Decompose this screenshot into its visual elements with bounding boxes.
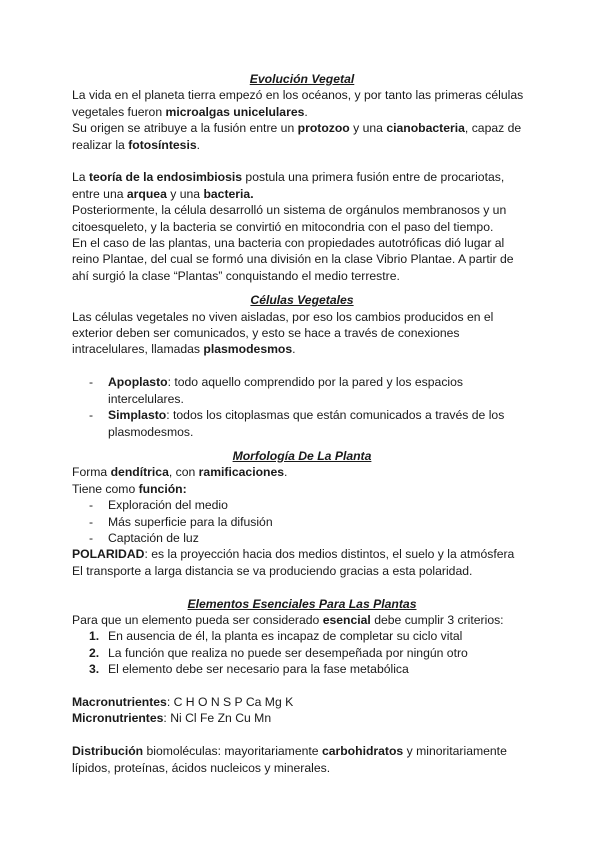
bold-term: función:	[138, 481, 187, 496]
text: , con	[168, 465, 199, 480]
numbered-list	[72, 628, 532, 677]
paragraph	[72, 743, 532, 776]
paragraph	[72, 120, 532, 153]
text: debe cumplir 3 criterios:	[370, 612, 504, 627]
text: biomoléculas: mayoritariamente	[143, 744, 322, 759]
text: La función que realiza no puede ser desempeñada por ningún otro	[108, 645, 468, 660]
paragraph	[72, 309, 532, 358]
bold-term: Macronutrientes	[72, 694, 167, 709]
text: : todo aquello comprendido por la pared y los espacios intercelulares.	[108, 375, 463, 406]
text: .	[284, 465, 288, 480]
text: : todos los citoplasmas que están comunicados a través de los plasmodesmos.	[108, 408, 505, 439]
item-number: 3.	[89, 662, 100, 677]
bold-term: cianobacteria	[386, 121, 465, 136]
list-item	[72, 374, 532, 407]
text: : Ni Cl Fe Zn Cu Mn	[163, 711, 272, 726]
text: Su origen se atribuye a la fusión entre un	[72, 121, 298, 136]
text: .	[304, 104, 308, 119]
list-item: - Más superficie para la difusión	[72, 514, 532, 530]
bold-term: dendítrica	[110, 465, 169, 480]
text: .	[292, 342, 296, 357]
heading-morfologia: Morfología De La Planta	[232, 448, 372, 463]
heading-celulas-vegetales: Células Vegetales	[250, 293, 354, 308]
text: En ausencia de él, la planta es incapaz de completar su ciclo vital	[108, 629, 463, 644]
paragraph	[72, 87, 532, 120]
bold-term: Micronutrientes	[72, 711, 164, 726]
text: , capaz de realizar la	[72, 121, 522, 152]
list-item	[72, 628, 532, 644]
text: postula una primera fusión entre de procariotas, entre una	[72, 170, 505, 201]
bold-term: esencial	[322, 612, 371, 627]
text: y una	[349, 121, 387, 136]
text: .	[196, 137, 201, 152]
text: y una	[166, 186, 204, 201]
bold-term: Distribución	[72, 744, 144, 759]
bold-term: plasmodesmos	[203, 342, 293, 357]
text: La vida en el planeta tierra empezó en los océanos, y por tanto las primeras células vegetales fueron	[72, 88, 524, 119]
list-item	[72, 661, 532, 677]
text: y minoritariamente lípidos, proteínas, ácidos nucleicos y minerales.	[72, 744, 507, 775]
text: Tiene como	[72, 481, 139, 496]
text: La	[72, 170, 89, 185]
bold-term: protozoo	[297, 121, 350, 136]
paragraph	[72, 481, 532, 497]
heading-elementos-esenciales: Elementos Esenciales Para Las Plantas	[187, 596, 417, 611]
bold-term: bacteria.	[203, 186, 254, 201]
bold-term: ramificaciones	[198, 465, 285, 480]
paragraph	[72, 546, 532, 562]
paragraph: El transporte a larga distancia se va produciendo gracias a esta polaridad.	[72, 563, 473, 578]
list-item	[72, 407, 532, 440]
document-body	[72, 71, 532, 776]
paragraph	[72, 612, 532, 628]
paragraph	[72, 169, 532, 202]
text: Las células vegetales no viven aisladas, por eso los cambios producidos en el exterior deben ser comunicados, y esto se hace a través de conexiones intracelulares, llamadas	[72, 309, 494, 357]
text: Para que un elemento pueda ser considerado	[72, 612, 323, 627]
text: : es la proyección hacia dos medios distintos, el suelo y la atmósfera	[144, 547, 515, 562]
paragraph: Posteriormente, la célula desarrolló un sistema de orgánulos membranosos y un citoesqueleto, y la bacteria se convirtió en mitocondria con el paso del tiempo.	[72, 203, 507, 234]
bold-term: teoría de la endosimbiosis	[88, 170, 243, 185]
list-item: - Exploración del medio	[72, 497, 532, 513]
paragraph	[72, 464, 532, 480]
list-item: - Captación de luz	[72, 530, 532, 546]
bold-term: Apoplasto	[108, 375, 168, 390]
bullet-list	[72, 374, 532, 440]
heading-evolucion-vegetal: Evolución Vegetal	[249, 72, 355, 86]
bold-term: fotosíntesis	[128, 137, 197, 152]
bold-term: POLARIDAD	[72, 547, 145, 562]
text: : C H O N S P Ca Mg K	[166, 694, 294, 709]
bold-term: arquea	[126, 186, 167, 201]
bullet-list	[72, 497, 532, 546]
text: El elemento debe ser necesario para la fase metabólica	[108, 662, 409, 677]
text: Forma	[72, 465, 111, 480]
list-item	[72, 645, 532, 661]
paragraph	[72, 694, 532, 710]
paragraph	[72, 710, 532, 726]
item-number: 1.	[89, 629, 100, 644]
item-number: 2.	[89, 645, 100, 660]
bold-term: carbohidratos	[321, 744, 404, 759]
bold-term: Simplasto	[108, 408, 167, 423]
bold-term: microalgas unicelulares	[165, 104, 305, 119]
paragraph: En el caso de las plantas, una bacteria con propiedades autotróficas dió lugar al reino Plantae, del cual se formó una división en la clase Vibrio Plantae. A partir de ahí surgió la clase “Plantas” conquistando el medio terrestre.	[72, 236, 514, 283]
